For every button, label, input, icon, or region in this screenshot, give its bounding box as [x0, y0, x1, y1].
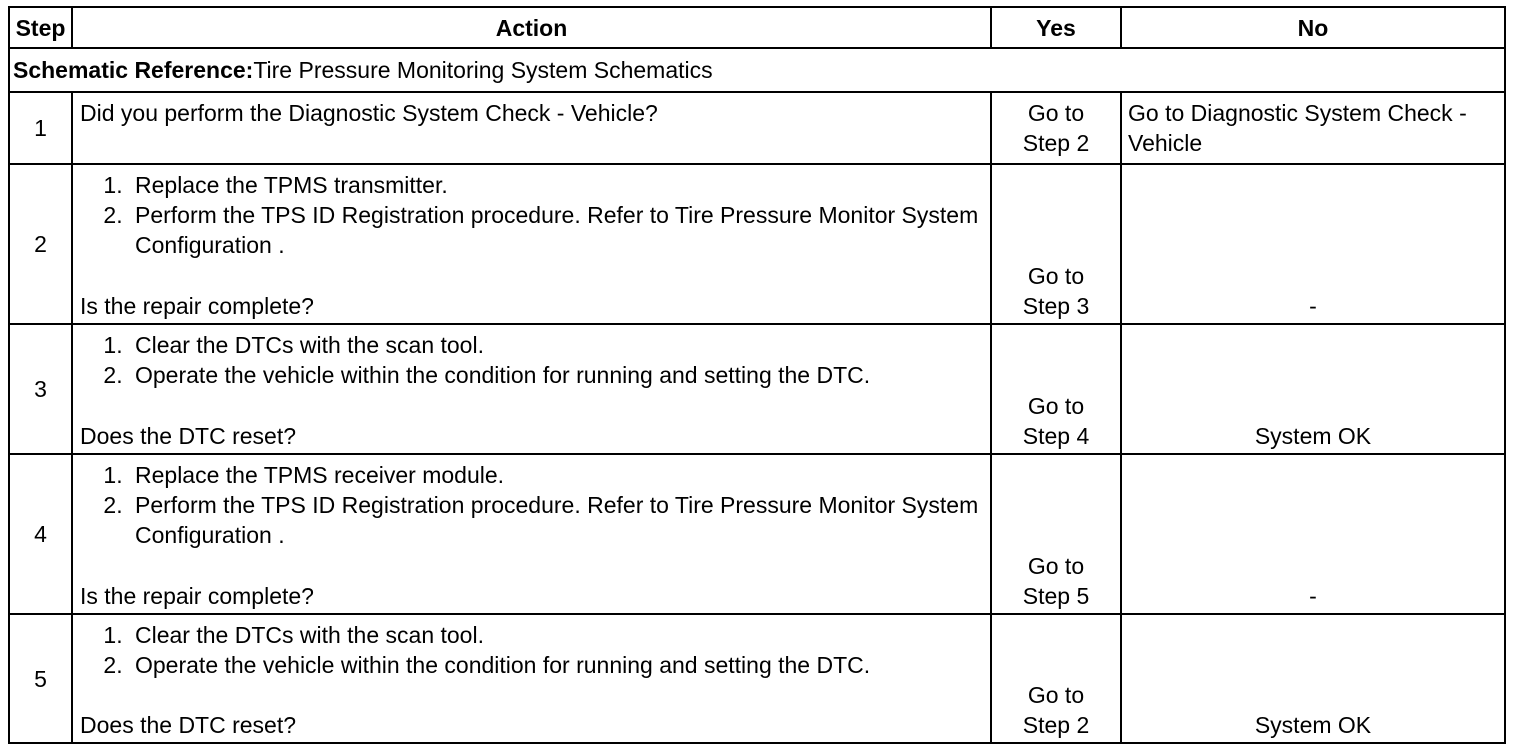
- yes-cell: [990, 453, 1122, 615]
- yes-cell: [990, 91, 1122, 165]
- schematic-reference: [8, 47, 1506, 93]
- no-line: System OK: [1254, 712, 1372, 738]
- step-number: 1: [8, 91, 73, 165]
- schematic-reference-label: Schematic Reference:: [13, 57, 254, 83]
- action-question: Is the repair complete?: [80, 293, 314, 319]
- schematic-reference-link[interactable]: Tire Pressure Monitoring System Schematics: [253, 57, 713, 83]
- step-number: 5: [8, 613, 73, 744]
- step-number: 4: [8, 453, 73, 615]
- diagnostic-table: [8, 6, 1506, 744]
- action-cell: [71, 91, 992, 165]
- yes-line[interactable]: Go to: [1027, 682, 1085, 708]
- yes-line[interactable]: Step 4: [1022, 423, 1090, 449]
- action-steps-list: [80, 620, 990, 680]
- no-line: -: [1309, 583, 1317, 609]
- no-cell: [1120, 91, 1506, 165]
- action-cell: [71, 453, 992, 615]
- yes-line[interactable]: Go to: [1027, 100, 1085, 126]
- no-line: System OK: [1254, 423, 1372, 449]
- action-step-item: 2. Operate the vehicle within the condition for running and setting the DTC.: [129, 360, 990, 390]
- no-line: -: [1309, 293, 1317, 319]
- action-steps-list: [80, 170, 990, 260]
- no-cell: [1120, 323, 1506, 455]
- no-line[interactable]: Go to Diagnostic System Check -: [1128, 100, 1467, 126]
- action-steps-list: [80, 460, 990, 550]
- yes-cell: [990, 323, 1122, 455]
- action-step-item: 2. Perform the TPS ID Registration procedure. Refer to Tire Pressure Monitor System Configuration .: [129, 200, 990, 260]
- action-step-item: 1. Replace the TPMS receiver module.: [129, 460, 990, 490]
- action-question: Does the DTC reset?: [80, 423, 297, 449]
- action-question: Is the repair complete?: [80, 583, 314, 609]
- no-cell: [1120, 613, 1506, 744]
- header-action: Action: [71, 6, 992, 49]
- yes-line[interactable]: Step 3: [1022, 293, 1090, 319]
- action-step-item: 1. Replace the TPMS transmitter.: [129, 170, 990, 200]
- yes-cell: [990, 613, 1122, 744]
- yes-line[interactable]: Step 5: [1022, 583, 1090, 609]
- yes-line[interactable]: Go to: [1027, 553, 1085, 579]
- yes-line[interactable]: Step 2: [1022, 130, 1090, 156]
- action-cell: [71, 163, 992, 325]
- header-step: Step: [8, 6, 73, 49]
- action-steps-list: [80, 330, 990, 390]
- action-question: Did you perform the Diagnostic System Check - Vehicle?: [80, 100, 658, 126]
- no-line[interactable]: Vehicle: [1128, 130, 1203, 156]
- no-cell: [1120, 163, 1506, 325]
- yes-line[interactable]: Go to: [1027, 263, 1085, 289]
- step-number: 2: [8, 163, 73, 325]
- header-yes: Yes: [990, 6, 1122, 49]
- action-question: Does the DTC reset?: [80, 712, 297, 738]
- yes-cell: [990, 163, 1122, 325]
- action-step-item: 2. Operate the vehicle within the condition for running and setting the DTC.: [129, 650, 990, 680]
- action-cell: [71, 323, 992, 455]
- action-step-item: 1. Clear the DTCs with the scan tool.: [129, 620, 990, 650]
- action-step-item: 2. Perform the TPS ID Registration procedure. Refer to Tire Pressure Monitor System Configuration .: [129, 490, 990, 550]
- step-number: 3: [8, 323, 73, 455]
- header-no: No: [1120, 6, 1506, 49]
- yes-line[interactable]: Go to: [1027, 393, 1085, 419]
- no-cell: [1120, 453, 1506, 615]
- yes-line[interactable]: Step 2: [1022, 712, 1090, 738]
- action-step-item: 1. Clear the DTCs with the scan tool.: [129, 330, 990, 360]
- action-cell: [71, 613, 992, 744]
